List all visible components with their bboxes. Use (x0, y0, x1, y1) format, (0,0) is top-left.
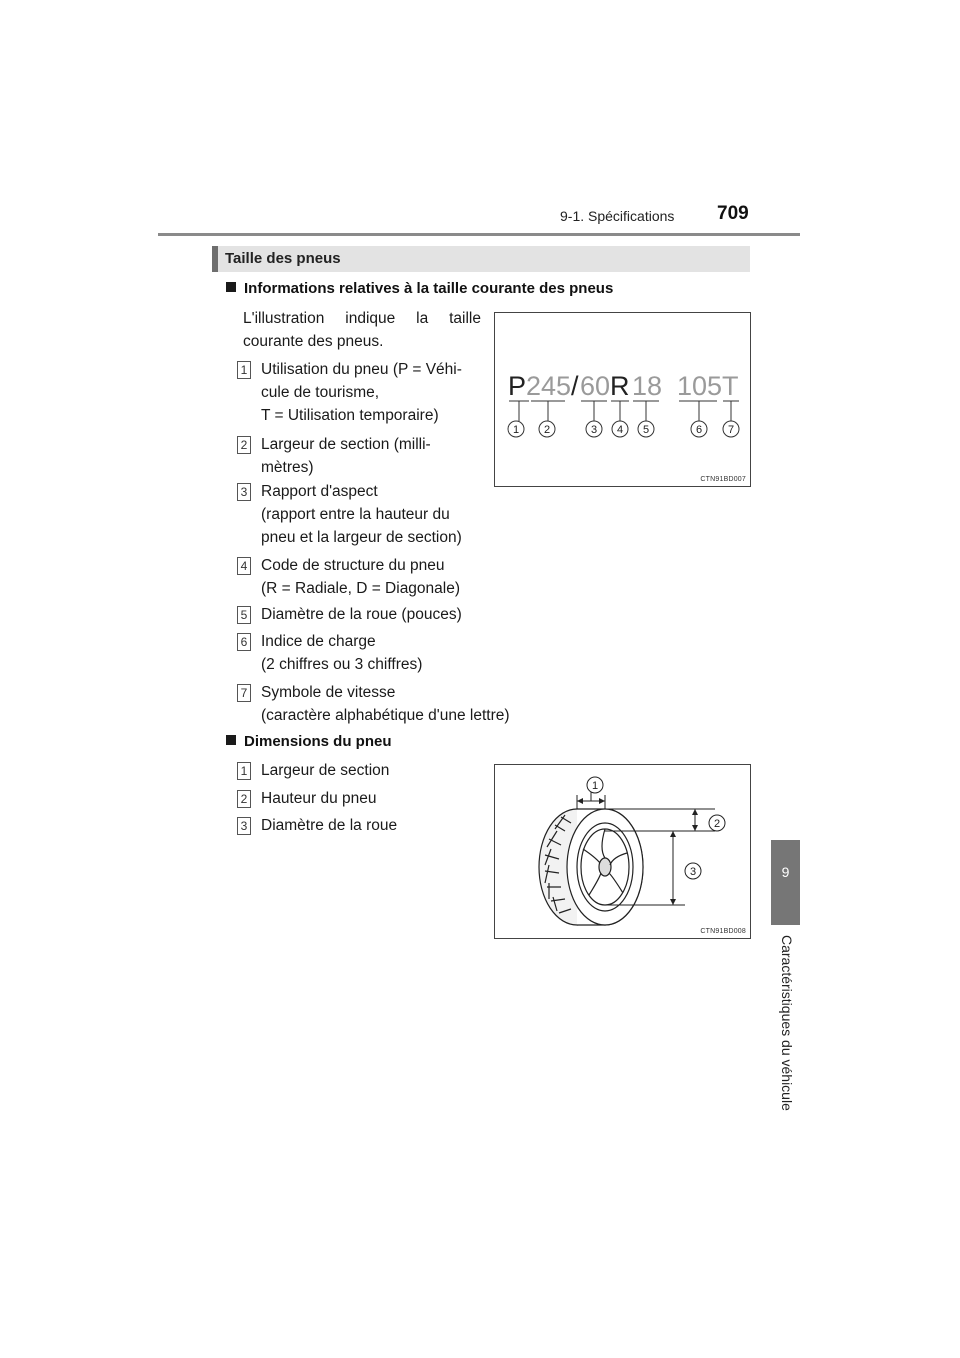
list-item-text: Rapport d'aspect (rapport entre la hauteur du pneu et la largeur de section) (261, 483, 462, 546)
callout-3: 3 (590, 424, 598, 436)
list-item-text: Diamètre de la roue (pouces) (261, 606, 462, 623)
item-number-badge: 1 (237, 361, 251, 379)
list-item-text: Code de structure du pneu (R = Radiale, D = Diagonale) (261, 557, 461, 597)
subsection-heading-text: Dimensions du pneu (244, 733, 392, 750)
callout-height: 2 (713, 818, 721, 830)
square-bullet-icon (226, 735, 236, 745)
callout-5: 5 (642, 424, 650, 436)
item-number-badge: 5 (237, 606, 251, 624)
callout-diameter: 3 (689, 866, 697, 878)
code-part-rim: 18 (632, 371, 663, 401)
tire-drawing (539, 809, 643, 925)
item-number-badge: 6 (237, 633, 251, 651)
callout-width: 1 (591, 780, 599, 792)
list-item-text: Symbole de vitesse (caractère alphabétique d'une lettre) (261, 684, 510, 724)
item-number-badge: 7 (237, 684, 251, 702)
chapter-tab (771, 840, 800, 925)
list-item-text: Indice de charge (2 chiffres ou 3 chiffres) (261, 633, 423, 673)
list-item-text: Hauteur du pneu (261, 790, 377, 807)
subsection-heading-text: Informations relatives à la taille courante des pneus (244, 280, 614, 297)
code-part-type: P (508, 371, 527, 401)
subsection-heading-tire-dimensions (226, 733, 392, 750)
code-part-construction: R (610, 371, 630, 401)
callout-7: 7 (727, 424, 735, 436)
code-part-slash: / (571, 371, 579, 401)
tire-size-code-figure (494, 312, 751, 487)
chapter-tab-number: 9 (781, 864, 790, 880)
code-part-load-speed: 105T (677, 371, 739, 401)
list-item-text: Utilisation du pneu (P = Véhi- cule de tourisme, T = Utilisation temporaire) (261, 361, 462, 424)
list-item-text: Largeur de section (milli- mètres) (261, 436, 431, 476)
callout-2: 2 (543, 424, 551, 436)
item-number-badge: 4 (237, 557, 251, 575)
figure-code: CTN91BD008 (700, 928, 746, 935)
intro-paragraph: L'illustration indique la taille courante des pneus. (243, 310, 481, 350)
list-item-text: Diamètre de la roue (261, 817, 398, 834)
list-item-text: Largeur de section (261, 762, 390, 779)
callout-1: 1 (512, 424, 520, 436)
tire-dimensions-figure (494, 764, 751, 939)
chapter-tab-label: Caractéristiques du véhicule (779, 935, 795, 1111)
item-number-badge: 2 (237, 436, 251, 454)
header-rule (158, 233, 800, 236)
item-number-badge: 1 (237, 762, 251, 780)
code-part-aspect: 60 (580, 371, 611, 401)
callout-6: 6 (695, 424, 703, 436)
subsection-heading-tire-size-info (226, 280, 613, 297)
code-part-width: 245 (526, 371, 572, 401)
callout-4: 4 (616, 424, 624, 436)
page-number: 709 (717, 203, 749, 224)
item-number-badge: 3 (237, 817, 251, 835)
section-heading-accent (212, 246, 218, 272)
item-number-badge: 2 (237, 790, 251, 808)
section-title: Taille des pneus (225, 250, 341, 267)
tire-dimensions-illustration (495, 765, 750, 938)
item-number-badge: 3 (237, 483, 251, 501)
figure-code: CTN91BD007 (700, 476, 746, 483)
square-bullet-icon (226, 282, 236, 292)
tire-size-code-illustration (495, 313, 750, 486)
running-header-section: 9-1. Spécifications (560, 208, 675, 224)
